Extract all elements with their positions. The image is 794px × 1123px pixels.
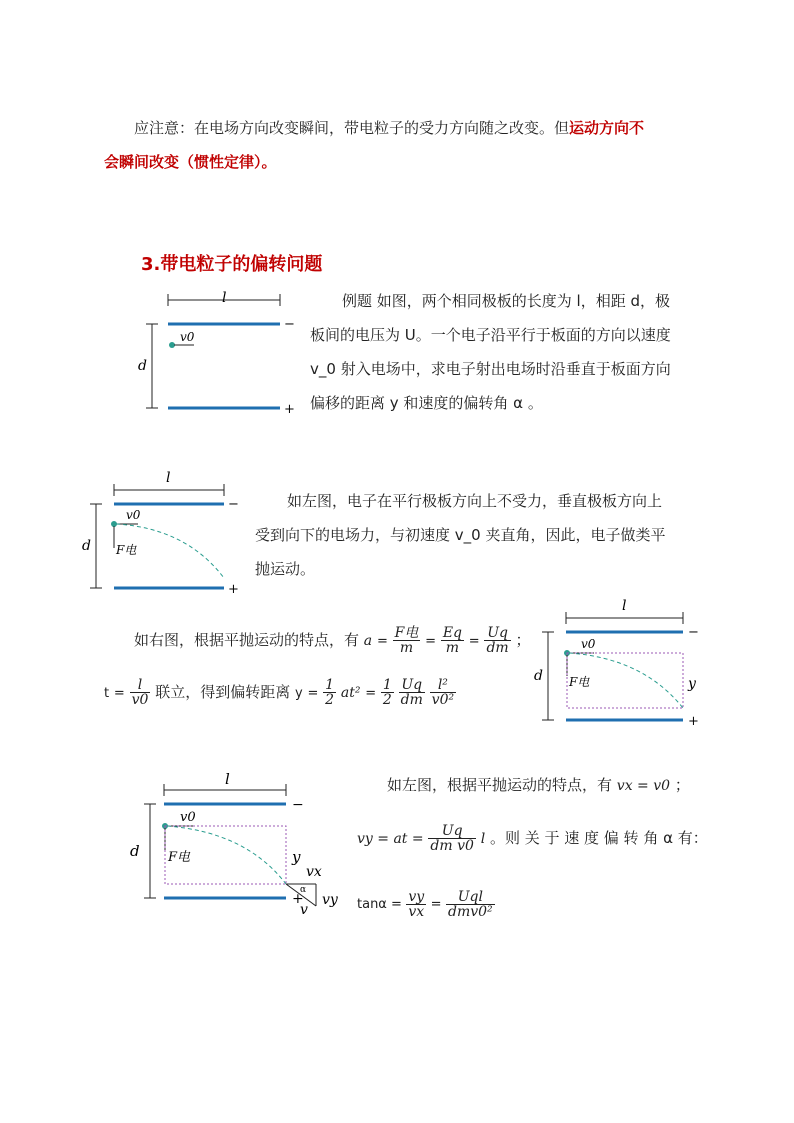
explain2-a: a	[363, 633, 373, 649]
explain2-half-2: $\frac{1}{2}$	[382, 677, 392, 708]
diagram-force	[76, 468, 251, 598]
diagram4-vx: vx	[306, 864, 322, 880]
diagram1-d-label: d	[138, 358, 147, 374]
diagram3-f: F电	[569, 675, 590, 689]
diagram4-vy: vy	[322, 892, 338, 908]
explain1-line: 抛运动。	[255, 560, 316, 578]
explain3-uql-over-dmv02: $\frac{\text{Uql}}{\text{dmv0²}}$	[448, 888, 493, 920]
explain3-l: l	[480, 831, 486, 847]
diagram4-minus: −	[292, 797, 304, 813]
explain2-semicolon: ；	[515, 631, 531, 649]
explain2-y: y	[294, 686, 303, 701]
explain3-vy-over-vx: $\frac{vy}{vx}$	[408, 888, 425, 920]
explain3-prefix: 如左图，根据平抛运动的特点，有	[387, 776, 613, 794]
diagram4-l-label: l	[225, 770, 230, 788]
diagram-plates-basic	[130, 288, 300, 418]
diagram1-plus: +	[284, 402, 295, 417]
diagram3-l-label: l	[622, 598, 627, 614]
diagram4-alpha: α	[300, 885, 307, 895]
explain3-semicolon: ；	[674, 776, 690, 794]
diagram4-d-label: d	[130, 842, 140, 860]
diagram2-v0: v0	[126, 508, 141, 522]
explain1-line: 受到向下的电场力，与初速度 v_0 夹直角，因此，电子做类平	[255, 526, 666, 544]
diagram4-v0: v0	[180, 810, 196, 825]
explain3-row1	[387, 768, 690, 803]
explain2-half: $\frac{1}{2}$	[325, 677, 335, 708]
section-heading: 3.带电粒子的偏转问题	[141, 254, 323, 275]
diagram3-y: y	[688, 676, 696, 692]
explain3-uq-dm: $\frac{Uq}{\text{dm v0}}$	[430, 823, 474, 854]
diagram4-y: y	[292, 848, 301, 866]
explain2-l-over-v0: $\frac{l}{v0}$	[131, 677, 149, 708]
diagram4-plus: +	[292, 891, 304, 907]
explain3-vx-eq: vx = v0	[616, 778, 671, 794]
example-line: 偏移的距离 y 和速度的偏转角 α 。	[310, 394, 543, 412]
diagram4-v: v	[300, 902, 308, 916]
diagram-deflection	[528, 596, 708, 726]
diagram2-l-label: l	[166, 470, 171, 486]
example-line: 例题 如图，两个相同极板的长度为 l，相距 d，极	[342, 292, 670, 310]
explain3-eq: =	[430, 897, 442, 912]
diagram2-plus: +	[228, 582, 239, 597]
example-paragraph	[310, 284, 695, 420]
explain2-row2: t = $\frac{l}{v0}$ 联立，得到偏转距离 y = $\frac{1}{2}$ at² = $\frac{1}{2}$ $\frac{Uq}{dm}$ $\frac{\text{l²}}{\text{v0²}}$	[104, 677, 455, 708]
explain2-row1: 如右图，根据平抛运动的特点，有 a = $\frac{\text{F电}}{m}$ = $\frac{Eq}{m}$ = $\frac{Uq}{dm}$ ；	[134, 625, 531, 656]
diagram2-minus: −	[228, 497, 239, 512]
diagram3-d-label: d	[534, 668, 543, 684]
note-line1-prefix: 应注意：在电场方向改变瞬间，带电粒子的受力方向随之改变。但	[134, 119, 570, 137]
explain2-l2-v02: $\frac{\text{l²}}{\text{v0²}}$	[431, 677, 455, 708]
diagram3-plus: +	[688, 714, 699, 726]
explain3-row3	[357, 882, 495, 927]
explain3-rest: 。则 关 于 速 度 偏 转 角 α 有：	[489, 829, 708, 847]
explain2-uq-over-dm: $\frac{Uq}{dm}$	[486, 625, 509, 656]
note-line2-red: 会瞬间改变（惯性定律）。	[104, 153, 277, 171]
explain2-f-over-m: $\frac{\text{F电}}{m}$	[394, 625, 419, 656]
explain3-row2	[357, 818, 708, 859]
diagram3-v0: v0	[581, 637, 596, 651]
note-paragraph	[104, 111, 704, 179]
diagram2-d-label: d	[82, 538, 91, 554]
explain3-tan: tanα =	[357, 897, 402, 912]
explain1-line: 如左图，电子在平行极板方向上不受力，垂直极板方向上	[287, 492, 663, 510]
note-line-2	[104, 145, 704, 179]
explain2-t: t	[104, 686, 110, 701]
explain2-uq-dm: $\frac{Uq}{dm}$	[400, 677, 423, 708]
diagram4-f: F电	[168, 850, 191, 865]
explain3-vy-eq: vy = at =	[357, 831, 424, 847]
diagram1-v0: v0	[180, 330, 195, 344]
explain1-paragraph	[255, 484, 695, 586]
diagram2-f: F电	[116, 543, 137, 557]
example-line: 板间的电压为 U。一个电子沿平行于板面的方向以速度	[310, 326, 671, 344]
explain2-join: 联立，得到偏转距离	[155, 683, 291, 701]
explain2-eq-over-m: $\frac{Eq}{m}$	[442, 625, 462, 656]
example-line: v_0 射入电场中，求电子射出电场时沿垂直于板面方向	[310, 360, 671, 378]
diagram1-l-label: l	[222, 290, 227, 306]
diagram1-minus: −	[284, 317, 295, 332]
diagram3-minus: −	[688, 625, 699, 640]
explain2-prefix: 如右图，根据平抛运动的特点，有	[134, 631, 360, 649]
note-line-1	[104, 111, 704, 145]
diagram-velocity	[118, 766, 348, 916]
explain2-at2: at²	[340, 685, 361, 701]
note-line1-red: 运动方向不	[569, 119, 645, 137]
